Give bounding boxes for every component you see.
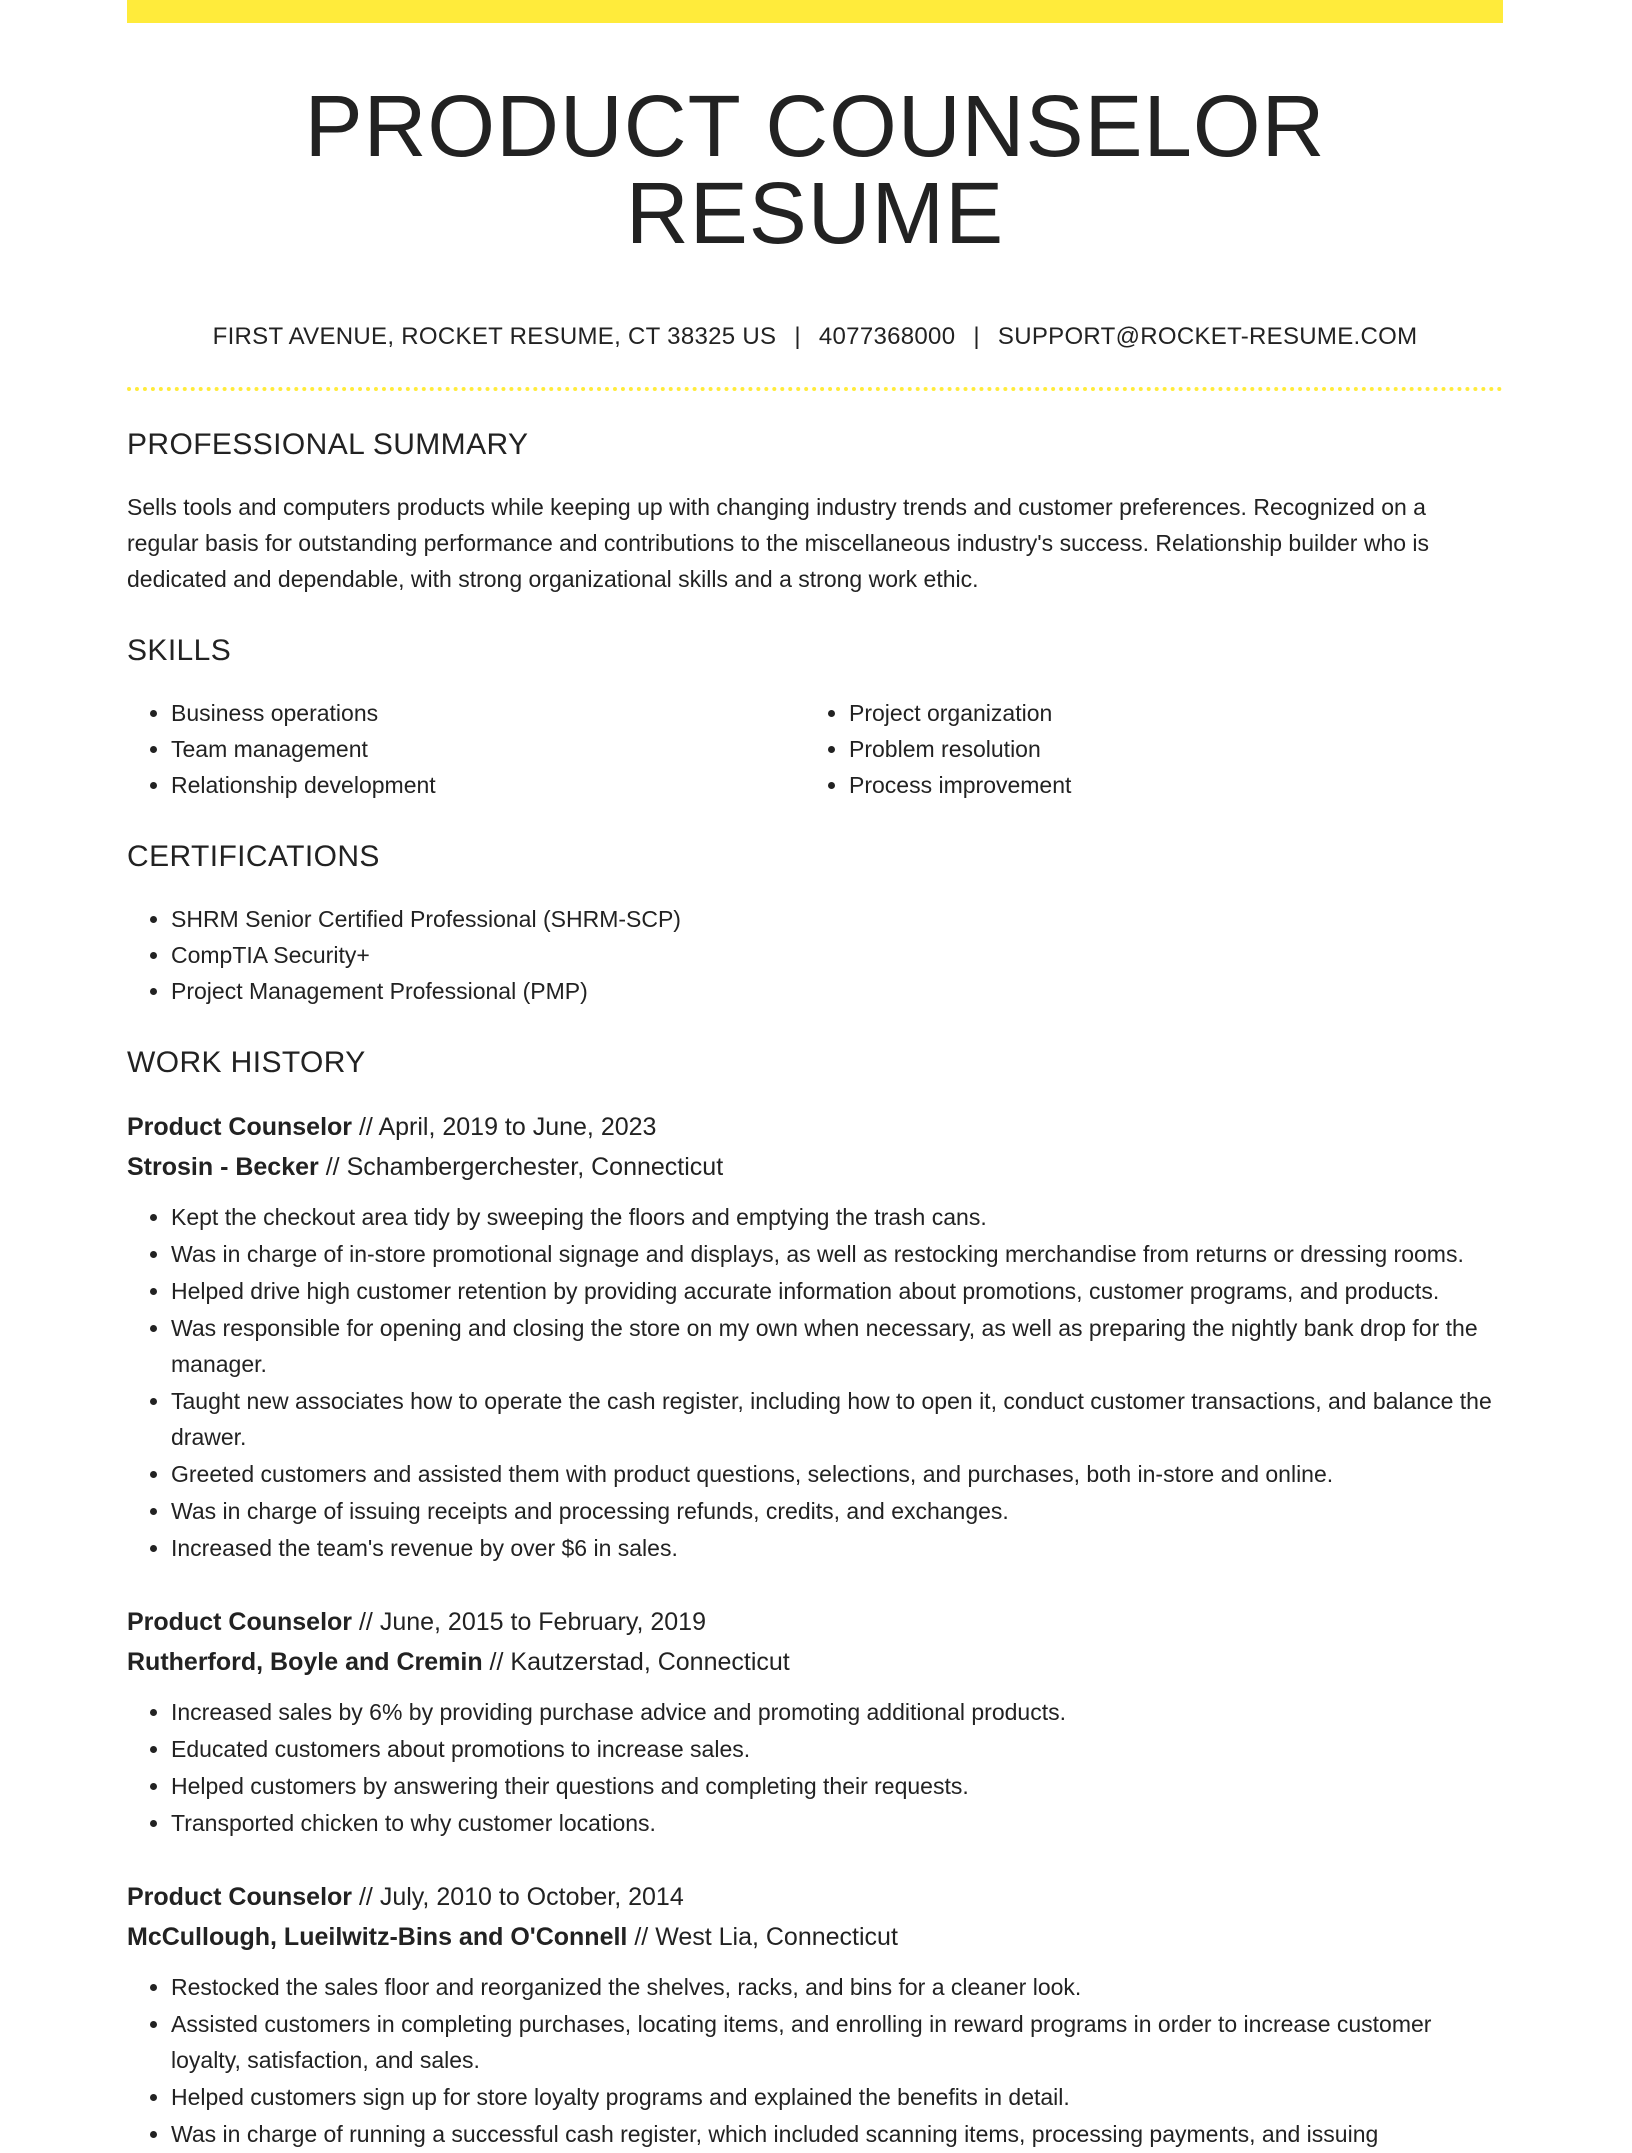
job-divider: // xyxy=(358,1883,373,1911)
job-bullet: • Increased sales by 6% by providing purchase advice and promoting additional products. xyxy=(171,1694,1503,1730)
job-bullet: • Helped customers by answering their questions and completing their requests. xyxy=(171,1768,1503,1804)
contact-phone: 4077368000 xyxy=(818,323,956,350)
job-bullet: • Was in charge of issuing receipts and processing refunds, credits, and exchanges. xyxy=(171,1493,1503,1529)
job-title-line xyxy=(127,1107,1503,1147)
job-entry xyxy=(127,1602,1503,1841)
job-location: Kautzerstad, Connecticut xyxy=(510,1648,790,1676)
job-entry xyxy=(127,1107,1503,1566)
skill-item: • Relationship development xyxy=(171,767,805,803)
job-divider: // xyxy=(325,1153,340,1181)
certification-item: • SHRM Senior Certified Professional (SHRM-SCP) xyxy=(171,901,1503,937)
job-bullets xyxy=(127,1694,1503,1841)
job-title: Product Counselor xyxy=(127,1608,353,1636)
skills-grid xyxy=(127,695,1503,803)
job-bullet: • Helped customers sign up for store loyalty programs and explained the benefits in detail. xyxy=(171,2079,1503,2115)
skills-heading: SKILLS xyxy=(127,634,232,667)
job-divider: // xyxy=(634,1923,649,1951)
resume-page xyxy=(127,0,1503,2153)
job-dates: July, 2010 to October, 2014 xyxy=(379,1883,684,1911)
job-bullet: • Assisted customers in completing purchases, locating items, and enrolling in reward programs in order to increase customer loyalty, satisfaction, and sales. xyxy=(171,2006,1503,2078)
skills-list-left xyxy=(127,695,805,803)
job-bullet: • Restocked the sales floor and reorganized the shelves, racks, and bins for a cleaner look. xyxy=(171,1969,1503,2005)
skill-item: • Problem resolution xyxy=(849,731,1503,767)
job-bullet: • Kept the checkout area tidy by sweeping the floors and emptying the trash cans. xyxy=(171,1199,1503,1235)
job-company-line xyxy=(127,1917,1503,1957)
skill-item: • Project organization xyxy=(849,695,1503,731)
job-bullets xyxy=(127,1199,1503,1566)
job-company: Strosin - Becker xyxy=(127,1153,319,1181)
job-bullet: • Helped drive high customer retention by providing accurate information about promotions, customer programs, and products. xyxy=(171,1273,1503,1309)
job-title-line xyxy=(127,1877,1503,1917)
job-divider: // xyxy=(358,1608,373,1636)
work-history-heading: WORK HISTORY xyxy=(127,1046,366,1079)
skill-item: • Team management xyxy=(171,731,805,767)
job-location: West Lia, Connecticut xyxy=(655,1923,898,1951)
job-bullet: • Transported chicken to why customer locations. xyxy=(171,1805,1503,1841)
summary-text: Sells tools and computers products while keeping up with changing industry trends and customer preferences. Recognized on a regular basis for outstanding performance and contributions to the miscellaneous industry's success. Relationship builder who is dedicated and dependable, with strong organizational skills and a strong work ethic. xyxy=(127,494,1430,592)
contact-line xyxy=(127,323,1503,351)
job-company-line xyxy=(127,1147,1503,1187)
skill-item: • Business operations xyxy=(171,695,805,731)
job-entry xyxy=(127,1877,1503,2152)
job-bullets xyxy=(127,1969,1503,2152)
job-company: McCullough, Lueilwitz-Bins and O'Connell xyxy=(127,1923,628,1951)
job-bullet: • Greeted customers and assisted them with product questions, selections, and purchases, both in-store and online. xyxy=(171,1456,1503,1492)
contact-email: SUPPORT@ROCKET-RESUME.COM xyxy=(997,323,1418,350)
contact-separator: | xyxy=(973,323,980,350)
certifications-list xyxy=(127,901,1503,1009)
job-bullet: • Educated customers about promotions to increase sales. xyxy=(171,1731,1503,1767)
dotted-divider xyxy=(127,387,1503,391)
job-title-line xyxy=(127,1602,1503,1642)
job-bullet: • Increased the team's revenue by over $6 in sales. xyxy=(171,1530,1503,1566)
job-divider: // xyxy=(489,1648,504,1676)
job-dates: June, 2015 to February, 2019 xyxy=(379,1608,706,1636)
job-divider: // xyxy=(358,1113,373,1141)
resume-title: PRODUCT COUNSELOR RESUME xyxy=(304,78,1326,262)
job-dates: April, 2019 to June, 2023 xyxy=(378,1113,657,1141)
job-title: Product Counselor xyxy=(127,1883,353,1911)
accent-top-bar xyxy=(127,0,1503,23)
skill-item: • Process improvement xyxy=(849,767,1503,803)
job-bullet: • Was in charge of in-store promotional signage and displays, as well as restocking merchandise from returns or dressing rooms. xyxy=(171,1236,1503,1272)
certification-item: • CompTIA Security+ xyxy=(171,937,1503,973)
job-bullet: • Was in charge of running a successful cash register, which included scanning items, processing payments, and issuing xyxy=(171,2116,1503,2152)
contact-separator: | xyxy=(794,323,801,350)
work-history-list xyxy=(127,1107,1503,2152)
certifications-heading: CERTIFICATIONS xyxy=(127,840,380,873)
contact-address: FIRST AVENUE, ROCKET RESUME, CT 38325 US xyxy=(212,323,777,350)
summary-heading: PROFESSIONAL SUMMARY xyxy=(127,428,529,461)
job-bullet: • Was responsible for opening and closing the store on my own when necessary, as well as preparing the nightly bank drop for the manager. xyxy=(171,1310,1503,1382)
job-company-line xyxy=(127,1642,1503,1682)
job-company: Rutherford, Boyle and Cremin xyxy=(127,1648,483,1676)
job-location: Schambergerchester, Connecticut xyxy=(346,1153,724,1181)
certification-item: • Project Management Professional (PMP) xyxy=(171,973,1503,1009)
skills-list-right xyxy=(805,695,1503,803)
job-title: Product Counselor xyxy=(127,1113,353,1141)
job-bullet: • Taught new associates how to operate the cash register, including how to open it, conduct customer transactions, and balance the drawer. xyxy=(171,1383,1503,1455)
